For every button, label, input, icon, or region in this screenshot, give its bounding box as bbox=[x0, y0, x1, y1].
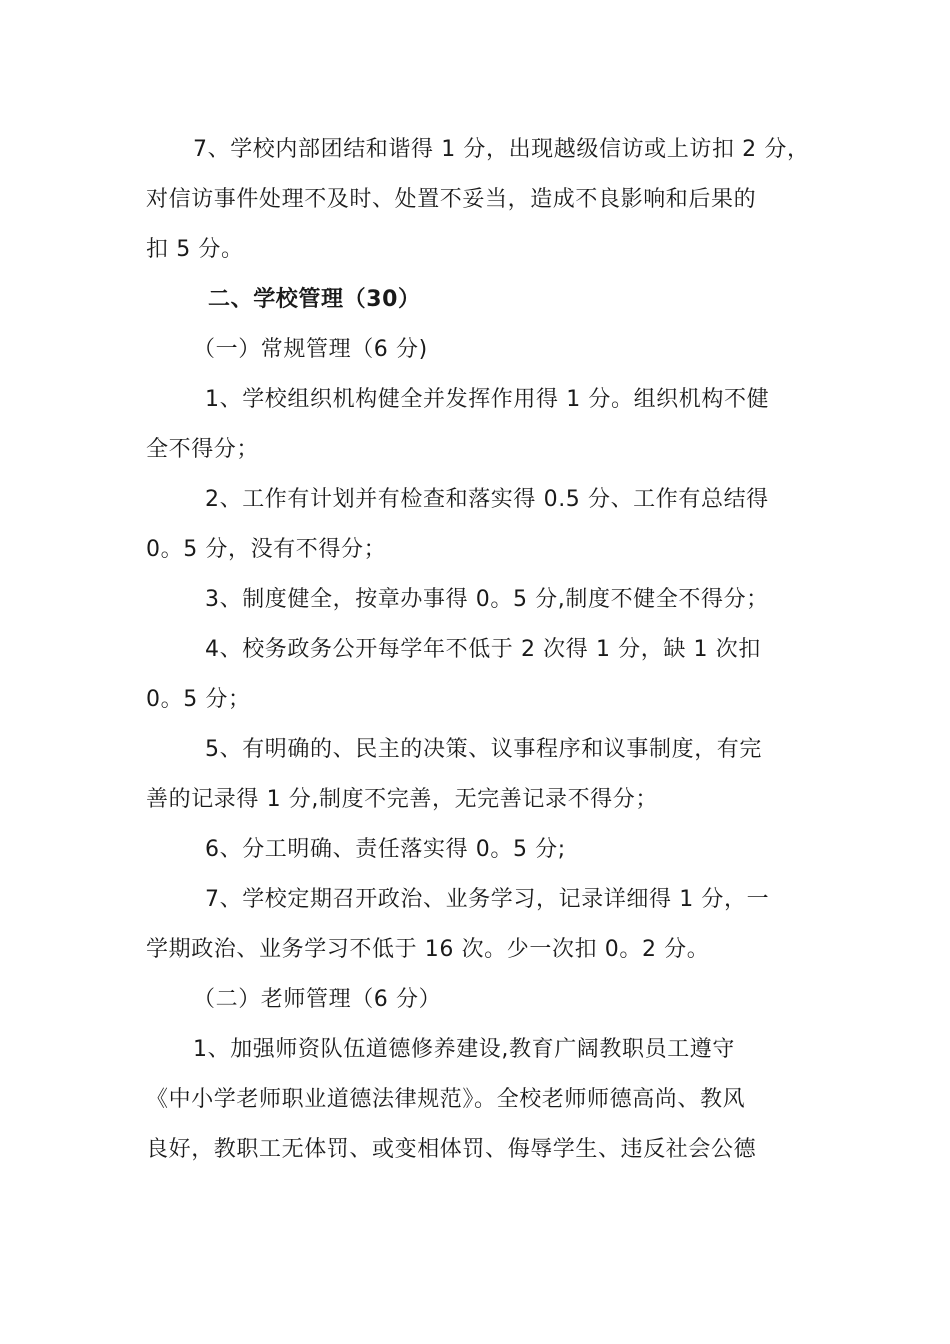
paragraph-line: 5、有明确的、民主的决策、议事程序和议事制度，有完 bbox=[205, 737, 762, 762]
paragraph-line: 4、校务政务公开每学年不低于 2 次得 1 分，缺 1 次扣 bbox=[205, 637, 761, 662]
paragraph-line: 7、学校内部团结和谐得 1 分，出现越级信访或上访扣 2 分， bbox=[193, 137, 810, 162]
paragraph-line: 7、学校定期召开政治、业务学习，记录详细得 1 分，一 bbox=[205, 887, 770, 912]
paragraph-line: 扣 5 分。 bbox=[146, 237, 244, 262]
paragraph-line: 《中小学老师职业道德法律规范》。全校老师师德高尚、教风 bbox=[146, 1087, 746, 1112]
paragraph-line: 0。5 分； bbox=[146, 687, 251, 712]
section-heading: 二、学校管理（30） bbox=[208, 287, 421, 312]
subsection-heading: （一）常规管理（6 分) bbox=[193, 337, 428, 362]
subsection-heading: （二）老师管理（6 分） bbox=[193, 987, 442, 1012]
paragraph-line: 3、制度健全，按章办事得 0。5 分,制度不健全不得分； bbox=[205, 587, 769, 612]
paragraph-line: 善的记录得 1 分,制度不完善，无完善记录不得分； bbox=[146, 787, 658, 812]
paragraph-line: 对信访事件处理不及时、处置不妥当，造成不良影响和后果的 bbox=[146, 187, 757, 212]
paragraph-line: 良好，教职工无体罚、或变相体罚、侮辱学生、违反社会公德 bbox=[146, 1137, 757, 1162]
paragraph-line: 1、学校组织机构健全并发挥作用得 1 分。组织机构不健 bbox=[205, 387, 770, 412]
paragraph-line: 全不得分； bbox=[146, 437, 260, 462]
paragraph-line: 2、工作有计划并有检查和落实得 0.5 分、工作有总结得 bbox=[205, 487, 769, 512]
paragraph-line: 学期政治、业务学习不低于 16 次。少一次扣 0。2 分。 bbox=[146, 937, 710, 962]
paragraph-line: 0。5 分，没有不得分； bbox=[146, 537, 387, 562]
paragraph-line: 6、分工明确、责任落实得 0。5 分; bbox=[205, 837, 566, 862]
paragraph-line: 1、加强师资队伍道德修养建设,教育广阔教职员工遵守 bbox=[193, 1037, 735, 1062]
